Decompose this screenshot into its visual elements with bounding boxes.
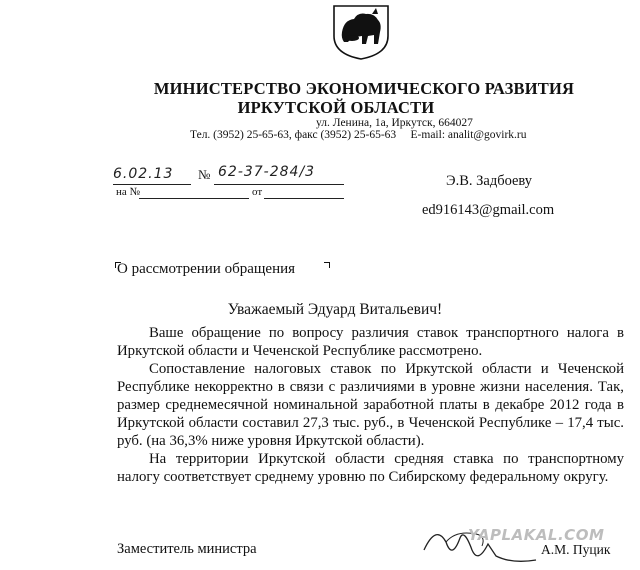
ministry-contacts: Тел. (3952) 25-65-63, факс (3952) 25-65-63 E-mail: analit@govirk.ru <box>190 129 527 141</box>
irkutsk-coat-of-arms-icon <box>328 2 394 60</box>
signer-name: А.М. Пуцик <box>541 542 611 557</box>
letter-body <box>117 324 624 486</box>
ministry-name-line2: ИРКУТСКОЙ ОБЛАСТИ <box>237 98 435 117</box>
number-sign: № <box>198 167 211 182</box>
subject-corner-right <box>324 262 330 268</box>
ref-date-label: от <box>252 186 263 198</box>
signer-position: Заместитель министра <box>117 541 257 557</box>
number-underline <box>214 184 344 185</box>
ref-number-label: на № <box>116 186 141 198</box>
outgoing-number: 62-37-284/3 <box>218 164 316 180</box>
watermark-text: YAPLAKAL.COM <box>468 526 605 544</box>
letter-subject: О рассмотрении обращения <box>117 261 296 277</box>
salutation: Уважаемый Эдуард Витальевич! <box>227 301 443 318</box>
outgoing-date: 6.02.13 <box>113 166 174 182</box>
paragraph: На территории Иркутской области средняя ставка по транспортному налогу соответствует среднему уровню по Сибирскому федеральному округу. <box>117 451 624 485</box>
paragraph: Ваше обращение по вопросу различия ставок транспортного налога в Иркутской области и Чеченской Республике рассмотрено. <box>117 325 624 359</box>
paragraph: Сопоставление налоговых ставок по Иркутской области и Чеченской Республике некорректно в связи с различиями в уровне жизни населения. Так, размер среднемесячной номинальной заработной платы в декабре 2012 года в Иркутской области составил 27,3 тыс. руб., в Чеченской Республике – 17,4 тыс. руб. (на 36,3% ниже уровня Иркутской области). <box>117 361 624 449</box>
ref-date-underline <box>264 198 344 199</box>
ref-number-underline <box>139 198 249 199</box>
ministry-name-line1: МИНИСТЕРСТВО ЭКОНОМИЧЕСКОГО РАЗВИТИЯ <box>153 79 575 98</box>
date-underline <box>113 184 191 185</box>
recipient-name: Э.В. Задбоеву <box>446 173 533 189</box>
ministry-address: ул. Ленина, 1а, Иркутск, 664027 <box>316 117 473 129</box>
recipient-email: ed916143@gmail.com <box>422 202 555 218</box>
